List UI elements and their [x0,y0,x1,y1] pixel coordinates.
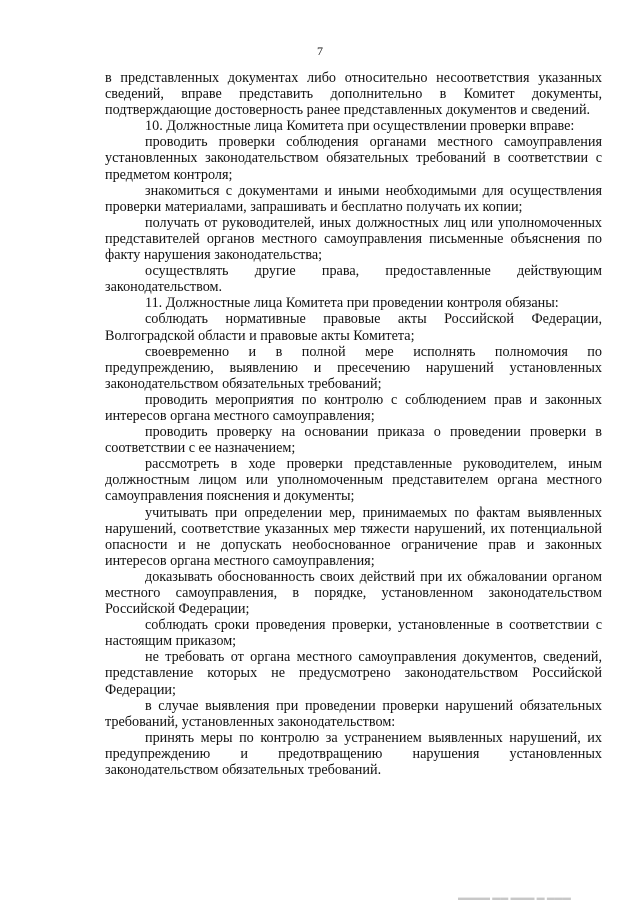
paragraph: соблюдать сроки проведения проверки, установленные в соответствии с настоящим приказом; [105,617,602,650]
page-number: 7 [317,44,323,58]
paragraph: рассмотреть в ходе проверки представленные руководителем, иным должностным лицом или уполномоченным представителем органа местного самоуправления пояснения и документы; [105,456,602,505]
paragraph: знакомиться с документами и иными необходимыми для осуществления проверки материалами, запрашивать и бесплатно получать их копии; [105,182,602,215]
paragraph: получать от руководителей, иных должностных лиц или уполномоченных представителей органов местного самоуправления письменные объяснения по факту нарушения законодательства; [105,214,602,264]
paragraph: учитывать при определении мер, принимаемых по фактам выявленных нарушений, соответствие указанных мер тяжести нарушений, их потенциальной опасности и не допускать необоснованное ограничение прав и законных интересов органа местного самоуправления; [105,504,602,569]
paragraph: осуществлять другие права, предоставленные действующим законодательством. [105,263,602,296]
paragraph: проводить проверки соблюдения органами местного самоуправления установленных законодательством обязательных требований в соответствии с предметом контроля; [105,134,602,183]
paragraph: принять меры по контролю за устранением выявленных нарушений, их предупреждению и предотвращению нарушения установленных законодательством обязательных требований. [105,729,602,779]
paragraph: своевременно и в полной мере исполнять полномочия по предупреждению, выявлению и пресечению нарушений установленных законодательством обязательных требований; [105,343,602,392]
faint-footer-mark: ▬▬▬▬ ▬▬ ▬▬▬ ▬ ▬▬▬ [458,894,571,902]
paragraph: проводить мероприятия по контролю с соблюдением прав и законных интересов органа местного самоуправления; [105,391,602,424]
paragraph: в представленных документах либо относительно несоответствия указанных сведений, вправе представить дополнительно в Комитет документы, подтверждающие достоверность ранее представленных документов и сведений. [105,70,602,119]
paragraph: не требовать от органа местного самоуправления документов, сведений, представление которых не предусмотрено законодательством Российской Федерации; [105,649,602,698]
paragraph: соблюдать нормативные правовые акты Российской Федерации, Волгоградской области и правовые акты Комитета; [105,311,602,344]
paragraph: 10. Должностные лица Комитета при осуществлении проверки вправе: [145,118,575,135]
document-body [105,70,602,778]
paragraph: в случае выявления при проведении проверки нарушений обязательных требований, установленных законодательством: [105,697,602,730]
paragraph: 11. Должностные лица Комитета при проведении контроля обязаны: [145,295,559,312]
paragraph: проводить проверку на основании приказа о проведении проверки в соответствии с ее назначением; [105,424,602,457]
paragraph: доказывать обоснованность своих действий при их обжаловании органом местного самоуправления, в порядке, установленном законодательством Российской Федерации; [105,568,602,618]
